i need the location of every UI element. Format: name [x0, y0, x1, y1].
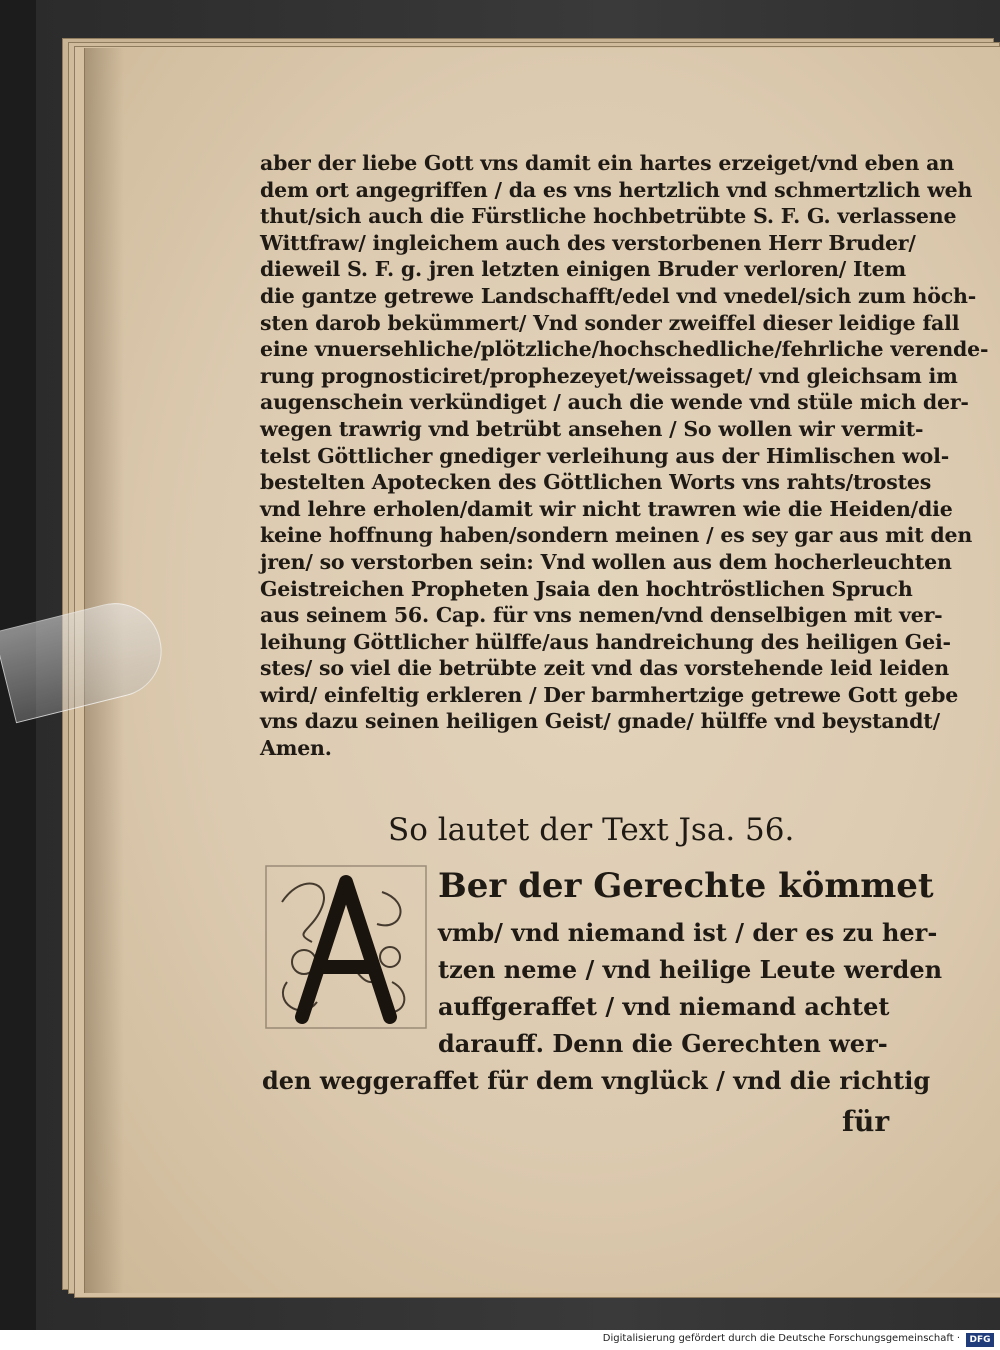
text-line: dem ort angegriffen / da es vns hertzlich vnd schmertzlich weh: [260, 177, 973, 202]
text-heading: So lautet der Text Jsa. 56.: [388, 812, 795, 848]
verse-line: tzen neme / vnd heilige Leute werden: [438, 955, 943, 984]
funding-credit: Digitalisierung gefördert durch die Deutsche Forschungsgemeinschaft ·: [602, 1333, 960, 1344]
text-line: bestelten Apotecken des Göttlichen Worts vns rahts/trostes: [260, 470, 932, 495]
text-line: jren/ so verstorben sein: Vnd wollen aus dem hocherleuchten: [260, 549, 952, 574]
text-line: augenschein verkündiget / auch die wende vnd stüle mich der-: [260, 390, 969, 415]
body-text: [260, 150, 989, 762]
verse-incipit: Ber der Gerechte kömmet: [438, 866, 934, 906]
text-line: dieweil S. F. g. jren letzten einigen Bruder verloren/ Item: [260, 257, 906, 282]
text-line: wegen trawrig vnd betrübt ansehen / So wollen wir vermit-: [260, 416, 924, 441]
text-line: Geistreichen Propheten Jsaia den hochtröstlichen Spruch: [260, 576, 913, 601]
verse-line: auffgeraffet / vnd niemand achtet: [438, 992, 890, 1021]
text-line: aber der liebe Gott vns damit ein hartes erzeiget/vnd eben an: [260, 151, 954, 175]
text-line: aus seinem 56. Cap. für vns nemen/vnd denselbigen mit ver-: [260, 603, 943, 628]
text-line: die gantze getrewe Landschafft/edel vnd vnedel/sich zum höch-: [260, 283, 977, 308]
text-line: Amen.: [260, 736, 332, 761]
catchword: für: [842, 1105, 890, 1138]
verse-line: den weggeraffet für dem vnglück / vnd die richtig: [262, 1066, 931, 1095]
text-line: vnd lehre erholen/damit wir nicht trawren wie die Heiden/die: [260, 496, 953, 521]
verse-line: vmb/ vnd niemand ist / der es zu her-: [438, 918, 938, 947]
text-line: thut/sich auch die Fürstliche hochbetrübte S. F. G. verlassene: [260, 204, 957, 229]
initial-letter: A: [345, 982, 347, 983]
text-line: Wittfraw/ ingleichem auch des verstorbenen Herr Bruder/: [260, 230, 916, 255]
verse-line: darauff. Denn die Gerechten wer-: [438, 1029, 888, 1058]
text-line: vns dazu seinen heiligen Geist/ gnade/ hülffe vnd beystandt/: [260, 709, 940, 734]
text-line: sten darob bekümmert/ Vnd sonder zweiffel dieser leidige fall: [260, 310, 960, 335]
text-line: keine hoffnung haben/sondern meinen / es sey gar aus mit den: [260, 523, 973, 548]
text-line: leihung Göttlicher hülffe/aus handreichung des heiligen Gei-: [260, 629, 951, 654]
text-line: telst Göttlicher gnediger verleihung aus der Himlischen wol-: [260, 443, 950, 468]
decorated-initial-icon: [262, 862, 430, 1032]
footer-bar: [0, 1330, 1000, 1350]
text-line: eine vnuersehliche/plötzliche/hochschedliche/fehrliche verende-: [260, 337, 989, 362]
text-line: rung prognosticiret/prophezeyet/weissaget/ vnd gleichsam im: [260, 363, 958, 388]
text-line: wird/ einfeltig erkleren / Der barmhertzige getrewe Gott gebe: [260, 682, 959, 707]
text-line: stes/ so viel die betrübte zeit vnd das vorstehende leid leiden: [260, 656, 949, 681]
dfg-logo-icon: DFG: [966, 1333, 994, 1347]
